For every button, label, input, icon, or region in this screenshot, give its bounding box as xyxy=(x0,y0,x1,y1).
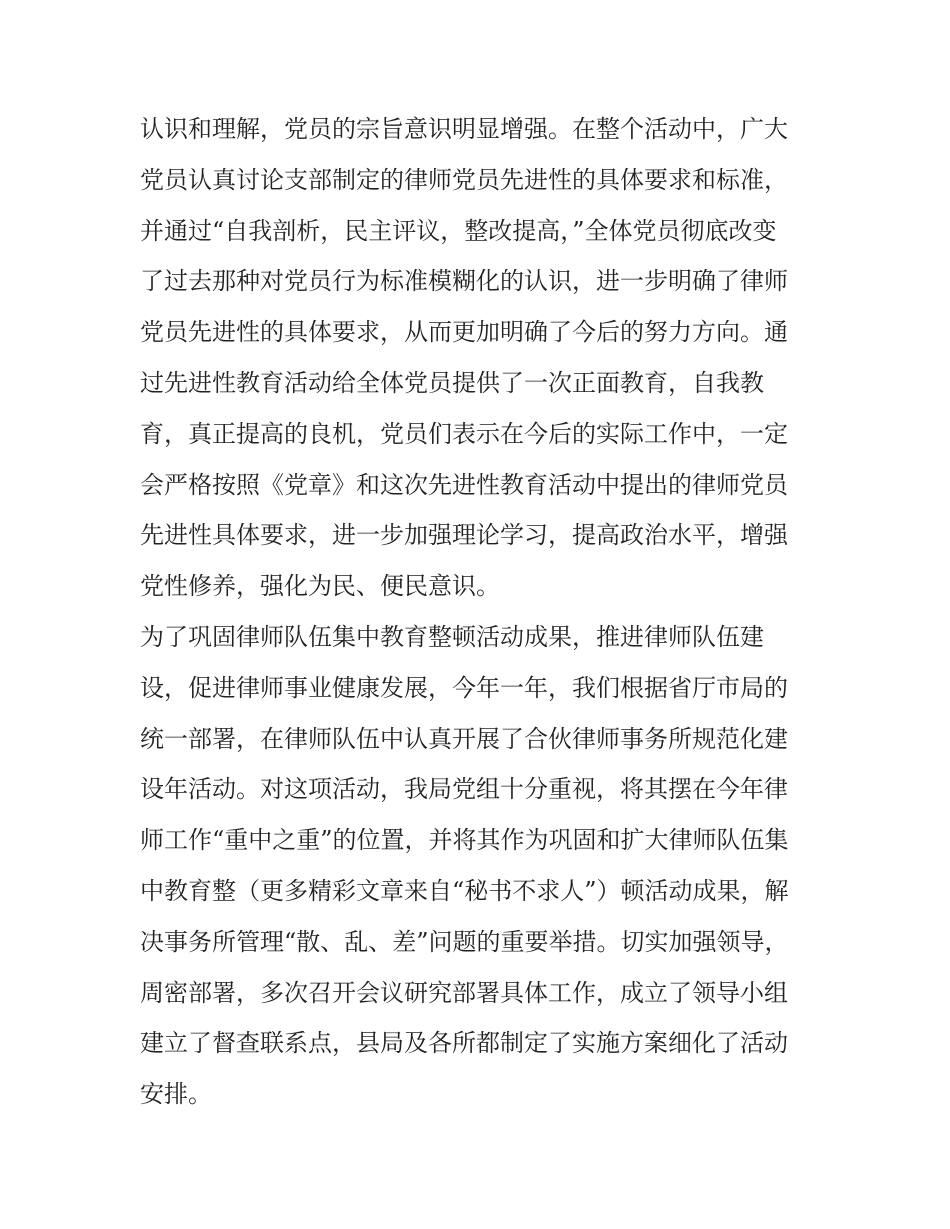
body-text xyxy=(140,104,820,1120)
text-line-6: 过先进性教育活动给全体党员提供了一次正面教育，自我教 xyxy=(140,368,764,397)
text-line-15: 师工作“重中之重”的位置，并将其作为巩固和扩大律师队伍集 xyxy=(140,826,789,855)
text-line-10: 党性修养，强化为民、便民意识。 xyxy=(140,572,500,601)
text-line-12: 设，促进律师事业健康发展，今年一年，我们根据省厅市局的 xyxy=(140,673,788,702)
text-line-9: 先进性具体要求，进一步加强理论学习，提高政治水平，增强 xyxy=(140,521,788,550)
text-line-5: 党员先进性的具体要求，从而更加明确了今后的努力方向。通 xyxy=(140,318,788,347)
text-line-7: 育，真正提高的良机，党员们表示在今后的实际工作中，一定 xyxy=(140,419,788,448)
text-line-19: 建立了督查联系点，县局及各所都制定了实施方案细化了活动 xyxy=(140,1029,788,1058)
text-line-1: 认识和理解，党员的宗旨意识明显增强。在整个活动中，广大 xyxy=(140,115,788,143)
text-line-20: 安排。 xyxy=(140,1080,212,1109)
text-line-18: 周密部署，多次召开会议研究部署具体工作，成立了领导小组 xyxy=(140,978,788,1007)
text-line-11: 为了巩固律师队伍集中教育整顿活动成果，推进律师队伍建 xyxy=(140,622,764,651)
text-line-13: 统一部署，在律师队伍中认真开展了合伙律师事务所规范化建 xyxy=(140,724,788,753)
text-line-16: 中教育整（更多精彩文章来自“秘书不求人”）顿活动成果，解 xyxy=(140,876,789,905)
text-line-4: 了过去那种对党员行为标准模糊化的认识，进一步明确了律师 xyxy=(140,267,788,296)
text-line-14: 设年活动。对这项活动，我局党组十分重视，将其摆在今年律 xyxy=(140,775,788,804)
text-line-8: 会严格按照《党章》和这次先进性教育活动中提出的律师党员 xyxy=(140,470,788,499)
text-line-17: 决事务所管理“散、乱、差”问题的重要举措。切实加强领导， xyxy=(140,927,789,956)
text-line-3: 并通过“自我剖析，民主评议，整改提高，”全体党员彻底改变 xyxy=(140,216,777,245)
text-line-2: 党员认真讨论支部制定的律师党员先进性的具体要求和标准， xyxy=(140,165,788,194)
